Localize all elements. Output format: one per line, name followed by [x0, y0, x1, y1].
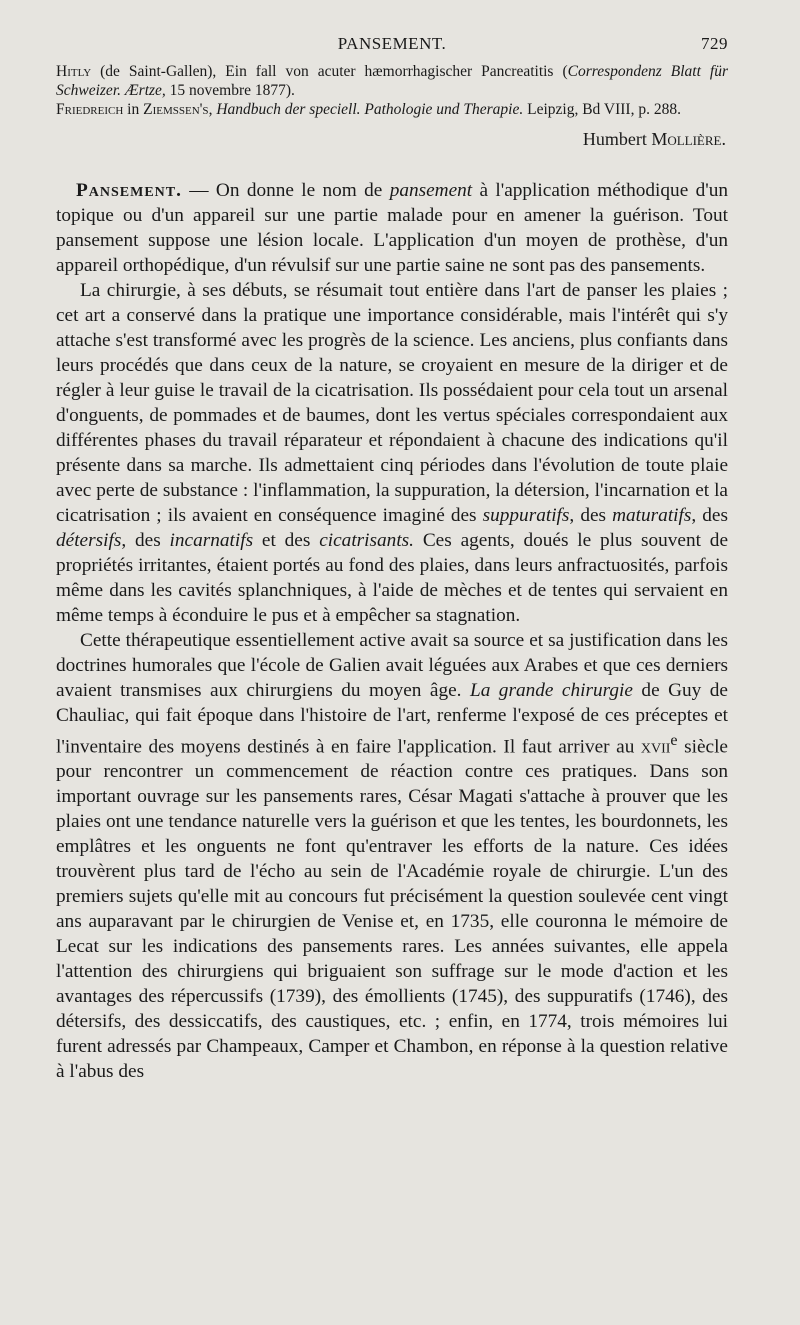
reference-place: Leipzig, Bd VIII, p. 288.: [523, 101, 681, 118]
article-body: [56, 178, 728, 1084]
reference-book: Handbuch der speciell. Pathologie und Therapie.: [216, 101, 524, 118]
bibliography: [56, 62, 728, 119]
article-headword: Pansement.: [76, 180, 182, 201]
definition-text-rest: à l'application méthodique d'un topique ou d'un appareil sur une partie malade pour en amener la guérison. Tout pansement suppose une lésion locale. L'application d'un moyen de prothèse, d'un appareil orthopédique, d'un révulsif sur une partie saine ne sont pas des pansements.: [56, 180, 728, 276]
paragraph-text: Ces agents, doués le plus souvent de propriétés irritantes, étaient portés au fond des plaies, dans leurs anfractuosités, parfois même dans les cavités splanchniques, à l'aide de mèches et de tentes qui servaient en même temps à éconduire le pus et à empêcher sa stagnation.: [56, 530, 729, 626]
separator: , des: [569, 505, 613, 526]
reference-author: Hitly: [56, 63, 92, 80]
term-suppuratifs: suppuratifs: [482, 505, 570, 526]
reference-text: in: [123, 101, 144, 118]
paragraph-1: [56, 178, 728, 278]
paragraph-3: [56, 628, 728, 1084]
term-maturatifs: maturatifs: [612, 505, 692, 526]
reference-text: (de Saint-Gallen), Ein fall von acuter hæmorrhagischer Pancreatitis (: [91, 63, 568, 80]
century-suffix: e: [670, 732, 678, 749]
author-signature: [56, 129, 728, 150]
paragraph-2: [56, 278, 728, 628]
signature-first-name: Humbert: [582, 129, 647, 149]
paragraph-text: La chirurgie, à ses débuts, se résumait tout entière dans l'art de panser les plaies ; cet art a conservé dans la pratique une importance considérable, mais l'intérêt qui s'y attache s'est transformé avec les progrès de la science. Les anciens, plus confiants dans leurs procédés que dans ceux de la nature, se croyaient en mesure de la diriger et de régler à leur guise le travail de la cicatrisation. Ils possédaient pour cela tout un arsenal d'onguents, de pommades et de baumes, dont les vertus spéciales correspondaient aux différentes phases du travail réparateur et répondaient à chacune des indications qu'il présente dans sa marche. Ils admettaient cinq périodes dans l'évolution de toute plaie avec perte de substance : l'inflammation, la suppuration, la détersion, l'incarnation et la cicatrisation ; ils avaient en conséquence imaginé des: [56, 280, 728, 526]
reference-journal: Correspondenz Blatt für Schweizer. Ærtze,: [56, 63, 728, 99]
definition-text: — On donne le nom de: [181, 180, 390, 201]
reference-hitly: [56, 62, 728, 100]
defined-term: pansement: [389, 180, 473, 201]
reference-friedreich: [56, 100, 728, 119]
century-numeral: xvii: [640, 736, 671, 758]
paragraph-text: de Guy de Chauliac, qui fait époque dans l'histoire de l'art, renferme l'exposé de ces préceptes et l'inventaire des moyens destinés à en faire l'application. Il faut arriver au: [56, 680, 728, 758]
term-incarnatifs: incarnatifs: [169, 530, 254, 551]
separator: , des: [121, 530, 170, 551]
page-number: 729: [701, 34, 728, 53]
term-cicatrisants: cicatrisants.: [319, 530, 414, 551]
running-head: [56, 34, 728, 62]
separator: et des: [253, 530, 320, 551]
term-detersifs: détersifs: [56, 530, 122, 551]
paragraph-text: siècle pour rencontrer un commencement de réaction contre ces pratiques. Dans son important ouvrage sur les pansements rares, César Magati s'attache à prouver que les plaies ont une tendance naturelle vers la guérison et que les tentes, les bourdonnets, les emplâtres et les onguents ne font qu'entraver les efforts de la nature. Ces idées trouvèrent plus tard de l'écho au sein de l'Académie royale de chirurgie. L'un des premiers sujets qu'elle mit au concours fut précisément la question soulevée cent vingt ans auparavant par le chirurgien de Venise et, en 1735, elle couronna le mémoire de Lecat sur les indications des pansements rares. Les années suivantes, elle appela l'attention des chirurgiens qui briguaient son suffrage sur le mode d'action et les avantages des répercussifs (1739), des émollients (1745), des suppuratifs (1746), des détersifs, des dessiccatifs, des caustiques, etc. ; enfin, en 1774, trois mémoires lui furent adressés par Champeaux, Camper et Chambon, en réponse à la question relative à l'abus des: [56, 736, 728, 1083]
book-title: La grande chirurgie: [469, 680, 633, 701]
reference-author: Friedreich: [56, 101, 124, 118]
signature-last-name: Mollière.: [651, 129, 726, 149]
reference-separator: ,: [208, 101, 217, 118]
reference-date: 15 novembre 1877).: [165, 82, 295, 99]
running-title: PANSEMENT.: [337, 34, 447, 53]
separator: , des: [691, 505, 728, 526]
reference-author-editor: Ziemssen's: [143, 101, 209, 118]
paragraph-text: Cette thérapeutique essentiellement active avait sa source et sa justification dans les doctrines humorales que l'école de Galien avait léguées aux Arabes et que ces derniers avaient transmises aux chirurgiens du moyen âge.: [56, 630, 728, 701]
